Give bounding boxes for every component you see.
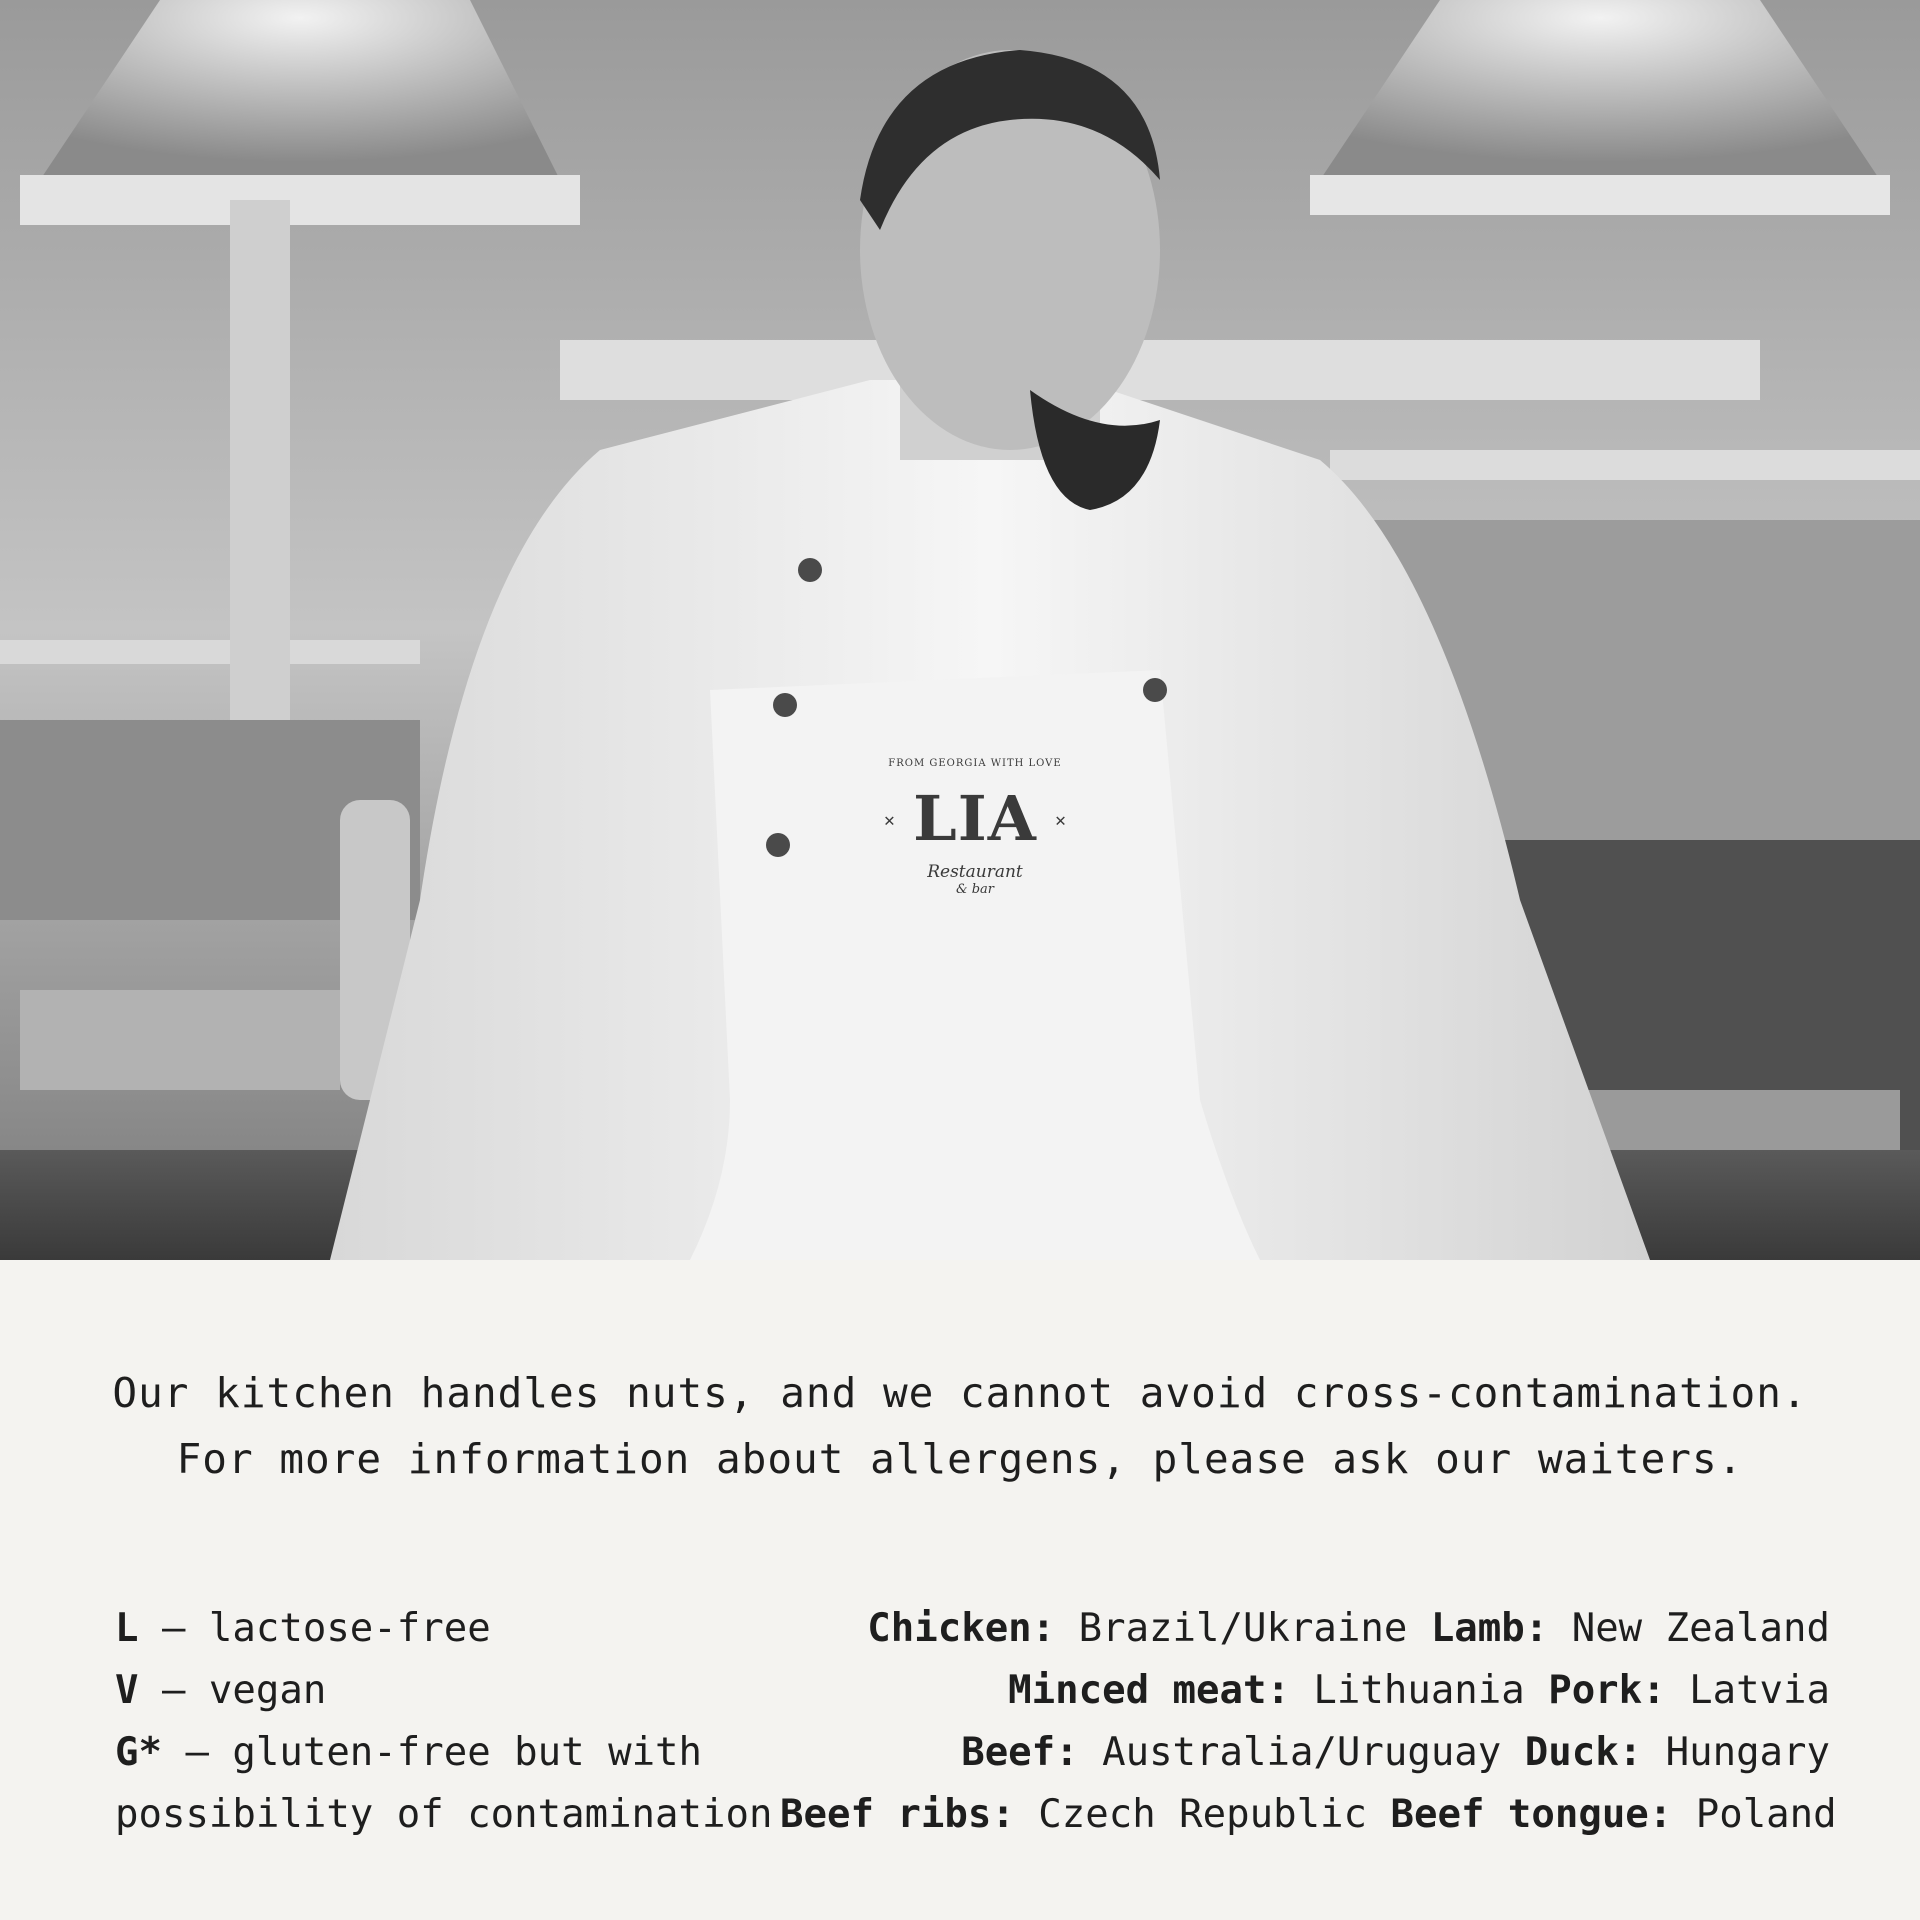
legend-code: G* (115, 1730, 162, 1775)
logo-script: Restaurant (927, 862, 1023, 882)
origin-label: Lamb: (1430, 1606, 1549, 1651)
origin-label: Beef tongue: (1390, 1792, 1673, 1837)
origin-value: Hungary (1642, 1730, 1830, 1775)
origin-row (780, 1722, 1830, 1784)
legend-code: V (115, 1668, 139, 1713)
origin-label: Beef: (961, 1730, 1079, 1775)
origin-value: New Zealand (1548, 1606, 1830, 1651)
meat-origins (780, 1598, 1837, 1846)
origin-value: Brazil/Ukraine (1055, 1606, 1431, 1651)
legend-item (115, 1660, 795, 1722)
logo-script-2: & bar (956, 882, 994, 897)
origin-label: Minced meat: (1008, 1668, 1290, 1713)
allergen-notice (0, 1360, 1920, 1492)
legend-item (115, 1598, 795, 1660)
origin-row (780, 1784, 1837, 1846)
origin-row (780, 1598, 1830, 1660)
origin-row (780, 1660, 1830, 1722)
legend-text: – vegan (138, 1668, 327, 1713)
legend-item (115, 1722, 795, 1784)
legend-text: – lactose-free (138, 1606, 491, 1651)
origin-value: Latvia (1665, 1668, 1830, 1713)
notice-line: For more information about allergens, please ask our waiters. (176, 1435, 1744, 1483)
legend-continuation: possibility of contamination (115, 1792, 773, 1837)
origin-value: Lithuania (1289, 1668, 1549, 1713)
origin-value: Poland (1672, 1792, 1837, 1837)
info-panel (0, 1260, 1920, 1920)
notice-line: Our kitchen handles nuts, and we cannot avoid cross-contamination. (112, 1369, 1808, 1417)
logo-tagline: FROM GEORGIA WITH LOVE (888, 758, 1062, 769)
legend-code: L (115, 1606, 139, 1651)
logo-name: LIA (913, 782, 1037, 855)
star-icon: ✕ (1055, 810, 1066, 831)
origin-value: Czech Republic (1014, 1792, 1391, 1837)
origin-value: Australia/Uruguay (1078, 1730, 1525, 1775)
origin-label: Pork: (1548, 1668, 1666, 1713)
origin-label: Beef ribs: (780, 1792, 1015, 1837)
apron-logo (880, 750, 1070, 930)
legend-text: – gluten-free but with (161, 1730, 703, 1775)
origin-label: Chicken: (867, 1606, 1056, 1651)
origin-label: Duck: (1524, 1730, 1643, 1775)
star-icon: ✕ (884, 810, 895, 831)
diet-legend (115, 1598, 795, 1846)
